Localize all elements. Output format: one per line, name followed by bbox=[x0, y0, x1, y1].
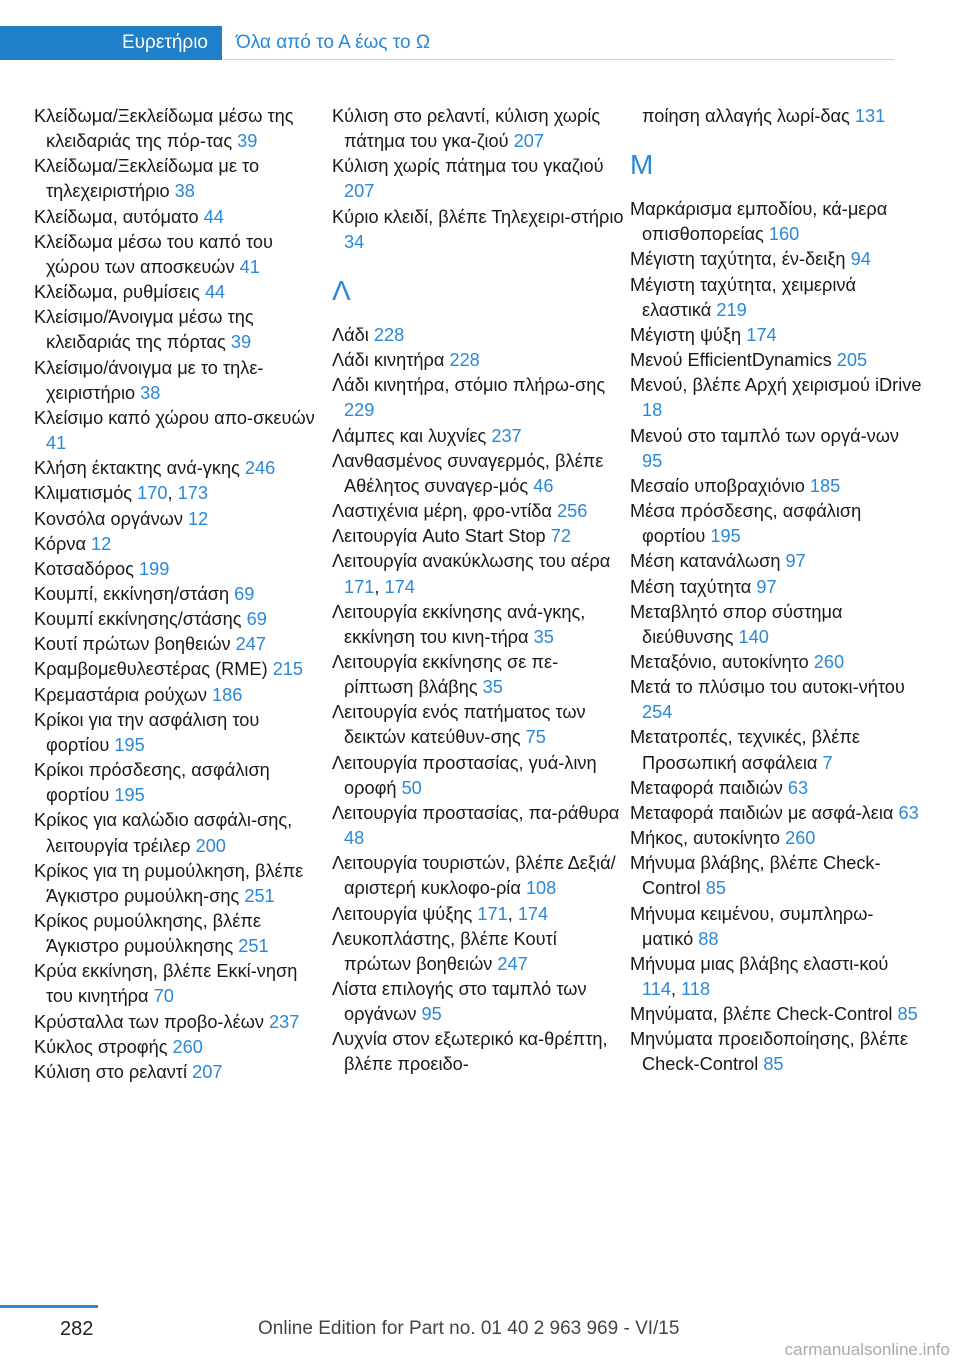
watermark: carmanualsonline.info bbox=[784, 1340, 950, 1359]
index-term: Μαρκάρισμα εμποδίου, κά‐μερα οπισθοπορείας bbox=[630, 199, 888, 245]
index-term: Μετά το πλύσιμο του αυτοκι‐νήτου bbox=[630, 677, 905, 698]
index-term: Κύλιση χωρίς πάτημα του γκαζιού bbox=[332, 156, 604, 177]
index-entry bbox=[34, 104, 326, 154]
page-reference-link[interactable]: 46 bbox=[533, 475, 554, 496]
page-reference-link[interactable]: 75 bbox=[525, 727, 546, 748]
page-reference-link[interactable]: 69 bbox=[246, 609, 267, 630]
index-term: Λειτουργία εκκίνησης σε πε‐ρίπτωση βλάβης bbox=[332, 651, 559, 698]
index-entry bbox=[332, 449, 624, 499]
index-term: Λειτουργία προστασίας, γυά‐λινη οροφή bbox=[332, 752, 597, 798]
index-entry bbox=[630, 801, 922, 826]
index-entry bbox=[34, 959, 326, 1009]
index-entry: Λειτουργία ψύξης 171, 174 bbox=[332, 903, 549, 924]
page-reference-link[interactable]: 70 bbox=[153, 986, 174, 1007]
index-term: Λίστα επιλογής στο ταμπλό των οργάνων bbox=[332, 979, 587, 1025]
page-reference-link[interactable]: 174 bbox=[746, 324, 777, 345]
index-term: Κρίκοι πρόσδεσης, ασφάλιση φορτίου bbox=[34, 760, 270, 806]
index-entry: Μήνυμα μιας βλάβης ελαστι‐κού 114, 118 bbox=[630, 953, 889, 999]
index-term: Λυχνία στον εξωτερικό κα‐θρέπτη, βλέπε προειδο‐ bbox=[332, 1029, 608, 1075]
page-reference-link[interactable]: 44 bbox=[203, 206, 224, 227]
index-term: Μεταξόνιο, αυτοκίνητο bbox=[630, 651, 809, 672]
index-entry bbox=[34, 356, 326, 406]
index-entry bbox=[34, 557, 326, 582]
index-entry bbox=[630, 197, 922, 247]
index-term: Κλείσιμο καπό χώρου απο‐σκευών bbox=[34, 407, 315, 428]
index-entry bbox=[34, 1035, 326, 1060]
index-term: Λειτουργία τουριστών, βλέπε Δεξιά/αριστερή κυκλοφο‐ρία bbox=[332, 853, 616, 899]
index-entry bbox=[630, 474, 922, 499]
index-term: Κρίκος για καλώδιο ασφάλι‐σης, λειτουργία τρέιλερ bbox=[34, 810, 293, 856]
page-reference-link[interactable]: 228 bbox=[373, 324, 405, 345]
page-reference-link[interactable]: 195 bbox=[114, 785, 145, 806]
page-number: 282 bbox=[60, 1318, 94, 1340]
page-reference-link[interactable]: 44 bbox=[204, 282, 226, 303]
index-term: Λανθασμένος συναγερμός, βλέπε Αθέλητος συναγερ‐μός bbox=[332, 450, 604, 496]
index-term: Κλείσιμο/Άνοιγμα μέσω της κλειδαριάς της πόρτας bbox=[34, 307, 254, 353]
index-term: Κύλιση στο ρελαντί bbox=[34, 1061, 188, 1082]
index-entry bbox=[630, 902, 922, 952]
page-reference-link[interactable]: 108 bbox=[525, 878, 557, 899]
index-entry bbox=[630, 1027, 922, 1077]
index-entry bbox=[332, 424, 624, 449]
section-letter: Λ bbox=[332, 274, 351, 306]
index-entry bbox=[34, 154, 326, 204]
page-reference-link[interactable]: 38 bbox=[174, 181, 195, 202]
page-reference-link[interactable]: 254 bbox=[642, 702, 673, 723]
page-reference-link[interactable]: 195 bbox=[114, 734, 145, 755]
page-reference-link[interactable]: 118 bbox=[681, 979, 711, 999]
page-reference-link[interactable]: 199 bbox=[138, 558, 170, 579]
index-entry bbox=[34, 456, 326, 481]
index-term: Μεταφορά παιδιών με ασφά‐λεια bbox=[630, 802, 894, 823]
header-tabbar bbox=[0, 26, 894, 62]
index-term: Λάμπες και λυχνίες bbox=[332, 425, 487, 446]
index-entry bbox=[332, 927, 624, 977]
index-entry bbox=[630, 273, 922, 323]
index-entry bbox=[630, 776, 922, 801]
footer-accent-line bbox=[0, 1305, 98, 1308]
index-term: Κουτί πρώτων βοηθειών bbox=[34, 634, 231, 655]
index-entry bbox=[332, 499, 624, 524]
index-term: Κρεμαστάρια ρούχων bbox=[34, 684, 207, 705]
index-term: Λάδι κινητήρα, στόμιο πλήρω‐σης bbox=[332, 375, 606, 396]
index-term: Κύλιση στο ρελαντί, κύλιση χωρίς πάτημα του γκα‐ζιού bbox=[332, 106, 601, 152]
index-term: Κλείδωμα, ρυθμίσεις bbox=[34, 282, 200, 303]
index-entry bbox=[34, 582, 326, 607]
page-reference-link[interactable]: 228 bbox=[449, 350, 480, 371]
index-entry bbox=[332, 801, 624, 851]
index-entry bbox=[630, 323, 922, 348]
index-entry bbox=[630, 650, 922, 675]
page-reference-link[interactable]: 95 bbox=[642, 450, 663, 471]
index-term: Κουμπί, εκκίνηση/στάση bbox=[34, 583, 230, 604]
index-entry bbox=[34, 607, 326, 632]
index-term: Μήκος, αυτοκίνητο bbox=[630, 828, 781, 849]
index-term: Μέγιστη ταχύτητα, έν‐δειξη bbox=[630, 249, 846, 270]
page-reference-link[interactable]: 251 bbox=[244, 885, 275, 906]
edition-footer: Online Edition for Part no. 01 40 2 963 969 - VI/15 bbox=[258, 1318, 680, 1339]
index-entry bbox=[332, 650, 624, 700]
page-reference-link[interactable]: 186 bbox=[212, 684, 243, 705]
index-entry bbox=[332, 373, 624, 423]
index-entry bbox=[332, 851, 624, 901]
page-reference-link[interactable]: 171 bbox=[477, 903, 508, 924]
index-term: Μεταφορά παιδιών bbox=[630, 777, 783, 798]
page-reference-link[interactable]: 94 bbox=[850, 249, 871, 270]
page-reference-link[interactable]: 256 bbox=[556, 501, 588, 522]
page-reference-link[interactable]: 72 bbox=[550, 526, 571, 547]
page-reference-link[interactable]: 63 bbox=[898, 802, 919, 823]
page-reference-link[interactable]: 237 bbox=[491, 425, 522, 446]
page-reference-link[interactable]: 39 bbox=[237, 131, 258, 152]
index-entry bbox=[332, 600, 624, 650]
index-term: Λειτουργία Auto Start Stop bbox=[332, 526, 546, 547]
index-entry bbox=[630, 1002, 922, 1027]
page-reference-link[interactable]: 97 bbox=[785, 551, 806, 572]
page-reference-link[interactable]: 97 bbox=[756, 576, 777, 597]
index-term: Κύριο κλειδί, βλέπε Τηλεχειρι‐στήριο bbox=[332, 206, 624, 227]
page-reference-link[interactable]: 185 bbox=[809, 475, 841, 496]
index-entry bbox=[34, 1060, 326, 1085]
index-entry bbox=[630, 575, 922, 600]
page-reference-link[interactable]: 35 bbox=[482, 677, 503, 698]
page-reference-link[interactable]: 34 bbox=[344, 231, 365, 252]
index-column-3 bbox=[630, 104, 922, 1078]
index-entry bbox=[630, 247, 922, 272]
page-reference-link[interactable]: 85 bbox=[705, 878, 726, 899]
page-reference-link[interactable]: 35 bbox=[533, 626, 554, 647]
page-reference-link[interactable]: 48 bbox=[344, 828, 365, 849]
page-reference-link[interactable]: 12 bbox=[91, 533, 112, 554]
index-term: Κρίκος ρυμούλκησης, βλέπε Άγκιστρο ρυμούλκησης bbox=[34, 911, 261, 957]
page-reference-link[interactable]: 85 bbox=[897, 1004, 918, 1025]
page-reference-link[interactable]: 207 bbox=[344, 181, 375, 202]
index-entry bbox=[34, 205, 326, 230]
index-term: Κλείσιμο/άνοιγμα με το τηλε‐χειριστήριο bbox=[34, 357, 264, 403]
page-reference-link[interactable]: 69 bbox=[234, 583, 255, 604]
index-term: Κονσόλα οργάνων bbox=[34, 508, 183, 529]
index-term: Μέση κατανάλωση bbox=[630, 551, 781, 572]
page-reference-link[interactable]: 12 bbox=[188, 508, 209, 529]
index-entry bbox=[630, 348, 922, 373]
page-reference-link[interactable]: 18 bbox=[642, 400, 663, 421]
index-term: Λαστιχένια μέρη, φρο‐ντίδα bbox=[332, 501, 552, 522]
index-entry bbox=[630, 675, 922, 725]
page-reference-link[interactable]: 207 bbox=[513, 131, 544, 152]
index-entry bbox=[630, 600, 922, 650]
index-term: Κρίκος για τη ρυμούλκηση, βλέπε Άγκιστρο ρυμούλκη‐σης bbox=[34, 860, 304, 906]
tab-index[interactable]: Ευρετήριο bbox=[0, 26, 222, 60]
index-entry bbox=[630, 549, 922, 574]
page-reference-link[interactable]: 247 bbox=[235, 634, 267, 655]
index-term: Κλείδωμα/Ξεκλείδωμα με το τηλεχειριστήριο bbox=[34, 156, 260, 202]
index-entry bbox=[34, 230, 326, 280]
page-reference-link[interactable]: 171 bbox=[344, 576, 375, 597]
page-reference-link[interactable]: 160 bbox=[768, 224, 800, 245]
index-term: Λευκοπλάστης, βλέπε Κουτί πρώτων βοηθειών bbox=[332, 928, 557, 974]
index-term: Μενού στο ταμπλό των οργά‐νων bbox=[630, 425, 900, 446]
index-term: Μέση ταχύτητα bbox=[630, 576, 752, 597]
page-reference-link[interactable]: 41 bbox=[46, 433, 67, 454]
index-term: Μέγιστη ψύξη bbox=[630, 324, 742, 345]
index-term: Μέσα πρόσδεσης, ασφάλιση φορτίου bbox=[630, 501, 862, 547]
page-reference-link[interactable]: 247 bbox=[497, 953, 528, 974]
page-reference-link[interactable]: 260 bbox=[813, 651, 845, 672]
index-term: Μήνυμα μιας βλάβης ελαστι‐κού bbox=[630, 953, 889, 974]
index-column-1 bbox=[34, 104, 326, 1085]
page-reference-link[interactable]: 246 bbox=[244, 458, 276, 479]
page-reference-link[interactable]: 219 bbox=[716, 299, 747, 320]
index-term: Κλήση έκτακτης ανά‐γκης bbox=[34, 458, 240, 479]
index-entry bbox=[630, 104, 922, 129]
page-reference-link[interactable]: 88 bbox=[698, 928, 719, 949]
index-entry bbox=[34, 859, 326, 909]
index-term: Κλείδωμα/Ξεκλείδωμα μέσω της κλειδαριάς της πόρ‐τας bbox=[34, 106, 294, 152]
page-reference-link[interactable]: 140 bbox=[738, 626, 769, 647]
page-reference-link[interactable]: 170 bbox=[137, 483, 168, 504]
index-term: Κλιματισμός bbox=[34, 483, 133, 504]
page-reference-link[interactable]: 85 bbox=[763, 1054, 784, 1075]
page-reference-link[interactable]: 131 bbox=[854, 106, 886, 126]
page-reference-link[interactable]: 114 bbox=[642, 979, 671, 999]
index-entry bbox=[332, 751, 624, 801]
index-term: Μέγιστη ταχύτητα, χειμερινά ελαστικά bbox=[630, 274, 857, 320]
page-reference-link[interactable]: 207 bbox=[192, 1061, 223, 1082]
index-entry bbox=[34, 1010, 326, 1035]
index-entry bbox=[332, 154, 624, 204]
index-term: Μενού EfficientDynamics bbox=[630, 350, 832, 371]
index-term: Κοτσαδόρος bbox=[34, 558, 134, 579]
index-entry bbox=[332, 323, 624, 348]
index-term: ποίηση αλλαγής λωρί‐δας bbox=[642, 106, 850, 126]
page-reference-link[interactable]: 39 bbox=[230, 332, 252, 353]
index-entry: Λειτουργία ανακύκλωσης του αέρα 171, 174 bbox=[332, 551, 611, 597]
index-entry bbox=[34, 708, 326, 758]
index-term: Λειτουργία ανακύκλωσης του αέρα bbox=[332, 551, 611, 572]
index-term: Κόρνα bbox=[34, 533, 86, 554]
index-term: Μετατροπές, τεχνικές, βλέπε Προσωπική ασφάλεια bbox=[630, 727, 860, 773]
index-term: Κραμβομεθυλεστέρας (RME) bbox=[34, 659, 268, 680]
index-entry bbox=[34, 808, 326, 858]
index-entry bbox=[332, 977, 624, 1027]
index-term: Λειτουργία ψύξης bbox=[332, 903, 473, 924]
index-entry bbox=[630, 499, 922, 549]
page-reference-link[interactable]: 215 bbox=[272, 659, 304, 680]
index-entry bbox=[34, 909, 326, 959]
index-term: Κουμπί εκκίνησης/στάσης bbox=[34, 609, 242, 630]
index-entry bbox=[630, 725, 922, 775]
index-entry bbox=[332, 524, 624, 549]
index-term: Μεσαίο υποβραχιόνιο bbox=[630, 475, 805, 496]
index-entry bbox=[34, 280, 326, 305]
index-term: Μήνυμα βλάβης, βλέπε Check-Control bbox=[630, 853, 881, 899]
page-reference-link[interactable]: 63 bbox=[787, 777, 809, 798]
index-entry bbox=[630, 373, 922, 423]
index-column-2 bbox=[332, 104, 624, 1078]
index-entry bbox=[34, 758, 326, 808]
index-entry: Κλιματισμός 170, 173 bbox=[34, 483, 208, 504]
index-entry bbox=[332, 700, 624, 750]
index-entry bbox=[332, 348, 624, 373]
index-entry bbox=[34, 683, 326, 708]
tab-a-to-z[interactable]: Όλα από το Α έως το Ω bbox=[224, 26, 894, 60]
page-reference-link[interactable]: 7 bbox=[822, 752, 833, 773]
section-letter: Μ bbox=[630, 149, 654, 181]
index-entry bbox=[34, 507, 326, 532]
index-term: Μηνύματα προειδοποίησης, βλέπε Check-Control bbox=[630, 1029, 909, 1075]
index-term: Λειτουργία εκκίνησης ανά‐γκης, εκκίνηση του κινη‐τήρα bbox=[332, 601, 586, 647]
page-reference-link[interactable]: 229 bbox=[344, 400, 375, 421]
page-reference-link[interactable]: 38 bbox=[140, 382, 161, 403]
index-term: Μηνύματα, βλέπε Check-Control bbox=[630, 1004, 893, 1025]
index-term: Κρύσταλλα των προβο‐λέων bbox=[34, 1011, 264, 1032]
page-reference-link[interactable]: 237 bbox=[269, 1011, 300, 1032]
index-term: Λάδι κινητήρα bbox=[332, 350, 445, 371]
index-term: Κλείδωμα, αυτόματο bbox=[34, 206, 199, 227]
index-entry bbox=[630, 424, 922, 474]
index-term: Κρίκοι για την ασφάλιση του φορτίου bbox=[34, 709, 260, 755]
page-reference-link[interactable]: 41 bbox=[239, 256, 260, 277]
page-reference-link[interactable]: 174 bbox=[517, 903, 549, 924]
index-term: Μενού, βλέπε Αρχή χειρισμού iDrive bbox=[630, 375, 922, 396]
page-reference-link[interactable]: 195 bbox=[710, 526, 741, 547]
index-term: Κλείδωμα μέσω του καπό του χώρου των αποσκευών bbox=[34, 231, 273, 277]
index-entry bbox=[34, 632, 326, 657]
page-reference-link[interactable]: 200 bbox=[195, 835, 226, 856]
index-term: Λάδι bbox=[332, 324, 369, 345]
index-term: Μεταβλητό σπορ σύστημα διεύθυνσης bbox=[630, 601, 843, 647]
page-reference-link[interactable]: 95 bbox=[421, 1004, 442, 1025]
index-term: Κρύα εκκίνηση, βλέπε Εκκί‐νηση του κινητήρα bbox=[34, 961, 298, 1007]
page-reference-link[interactable]: 260 bbox=[172, 1036, 203, 1057]
index-term: Μήνυμα κειμένου, συμπληρω‐ματικό bbox=[630, 903, 874, 949]
index-term: Κύκλος στροφής bbox=[34, 1036, 168, 1057]
index-entry bbox=[630, 826, 922, 851]
index-entry bbox=[332, 1027, 624, 1077]
index-entry bbox=[34, 532, 326, 557]
index-term: Λειτουργία ενός πατήματος των δεικτών κατεύθυν‐σης bbox=[332, 702, 586, 748]
page-reference-link[interactable]: 174 bbox=[384, 576, 415, 597]
page-reference-link[interactable]: 251 bbox=[238, 936, 269, 957]
index-entry bbox=[630, 851, 922, 901]
index-entry bbox=[332, 205, 624, 255]
index-entry bbox=[34, 657, 326, 682]
page-reference-link[interactable]: 260 bbox=[785, 828, 816, 849]
index-term: Λειτουργία προστασίας, πα‐ράθυρα bbox=[332, 802, 620, 823]
index-entry bbox=[34, 406, 326, 456]
page-reference-link[interactable]: 205 bbox=[836, 350, 868, 371]
page-reference-link[interactable]: 50 bbox=[401, 777, 422, 798]
index-entry bbox=[332, 104, 624, 154]
page-reference-link[interactable]: 173 bbox=[177, 483, 208, 504]
index-entry bbox=[34, 305, 326, 355]
